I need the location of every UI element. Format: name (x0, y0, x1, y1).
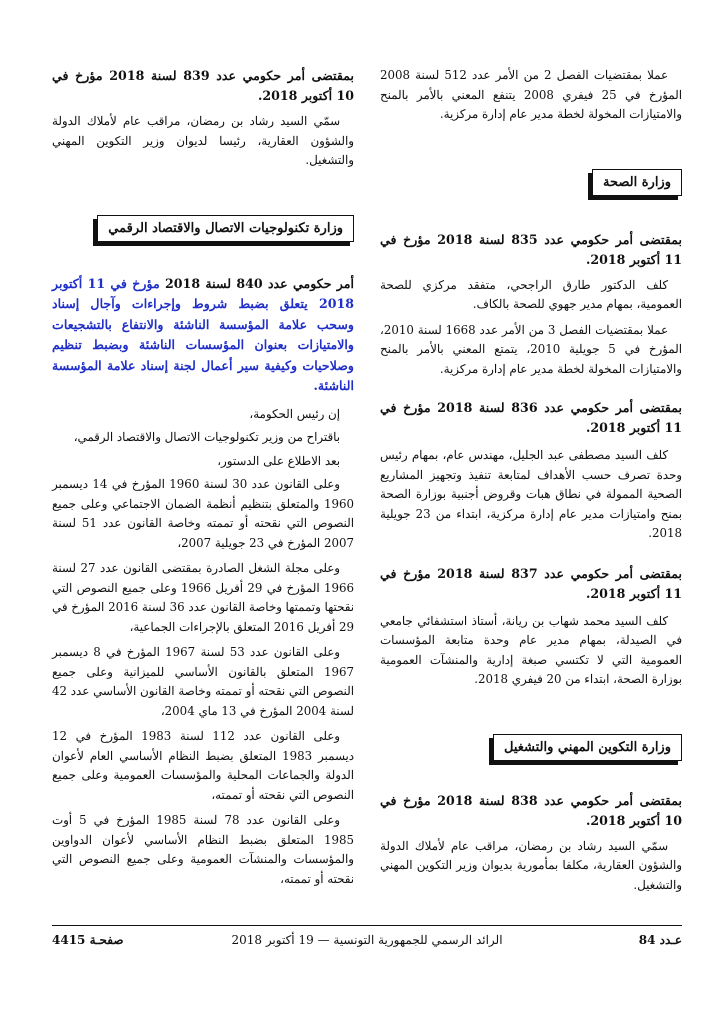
paragraph: وعلى القانون عدد 53 لسنة 1967 المؤرخ في 8 ديسمبر 1967 المتعلق بالقانون الأساسي للميزانية وعلى جميع النصوص التي نقحته أو تممته وخاصة القانون الأساسي عدد 42 لسنة 2004 المؤرخ في 13 ماي 2004، (52, 645, 354, 718)
decree-839-heading: بمقتضى أمر حكومي عدد 839 لسنة 2018 مؤرخ في 10 أكتوبر 2018. (52, 68, 354, 103)
paragraph: وعلى القانون عدد 112 لسنة 1983 المؤرخ في 12 ديسمبر 1983 المتعلق بضبط النظام الأساسي العام لأعوان الدولة والجماعات المحلية والمؤسسات العمومية وعلى جميع النصوص التي نقحته أو تممته، (52, 729, 354, 802)
paragraph: بعد الاطلاع على الدستور، (217, 453, 340, 468)
paragraph: وعلى مجلة الشغل الصادرة بمقتضى القانون عدد 27 لسنة 1966 المؤرخ في 29 أفريل 1966 وعلى جميع النصوص التي نقحتها وتممتها وخاصة القانون عدد 36 لسنة 2016 المؤرخ في 29 أفريل 2016 المتعلق بالإجراءات الجماعية، (52, 561, 354, 634)
section-header-health: وزارة الصحة (592, 169, 682, 196)
paragraph: عملا بمقتضيات الفصل 2 من الأمر عدد 512 لسنة 2008 المؤرخ في 25 فيفري 2008 يتنفع المعني بالأمر بالمنح والامتيازات المخولة لخطة مدير عام إدارة مركزية. (380, 68, 682, 121)
footer-page-number: صفحـة 4415 (52, 933, 124, 947)
decree-835-heading: بمقتضى أمر حكومي عدد 835 لسنة 2018 مؤرخ في 11 أكتوبر 2018. (380, 231, 682, 267)
section-header-wrap (52, 215, 354, 242)
right-column (380, 66, 682, 895)
decree-836-heading: بمقتضى أمر حكومي عدد 836 لسنة 2018 مؤرخ في 11 أكتوبر 2018. (380, 400, 682, 435)
decree-840-title (52, 274, 354, 397)
section-header-wrap (380, 169, 682, 196)
page-footer (52, 933, 682, 953)
decree-837-heading: بمقتضى أمر حكومي عدد 837 لسنة 2018 مؤرخ في 11 أكتوبر 2018. (380, 565, 682, 601)
paragraph: كلف الدكتور طارق الراجحي، متفقد مركزي للصحة العمومية، بمهام مدير جهوي للصحة بالكاف. (380, 277, 682, 311)
decree-840-title-rest: مؤرخ في 11 أكتوبر 2018 يتعلق بضبط شروط وإجراءات وآجال إسناد وسحب علامة المؤسسة الناشئة والانتفاع بالتشجيعات والامتيازات بعنوان المؤسسات الناشئة وبضبط تنظيم وصلاحيات وكيفية سير أعمال لجنة إسناد علامة المؤسسة الناشئة. (52, 275, 354, 393)
section-header-tech: وزارة تكنولوجيات الاتصال والاقتصاد الرقمي (97, 215, 354, 242)
paragraph: كلف السيد مصطفى عبد الجليل، مهندس عام، بمهام رئيس وحدة تصرف حسب الأهداف لمتابعة تنفيذ وتجهيز المشاريع الصحية الممولة في نطاق هبات وقروض أجنبية بوزارة الصحة بمنح وامتيازات مدير عام إدارة مركزية، ابتداء من 23 جويلية 2018. (380, 448, 682, 540)
left-column (52, 66, 354, 889)
paragraph: سمّي السيد رشاد بن رمضان، مراقب عام لأملاك الدولة والشؤون العقارية، مكلفا بمأمورية بديوان وزير التكوين المهني والتشغيل. (380, 838, 682, 892)
paragraph: عملا بمقتضيات الفصل 3 من الأمر عدد 1668 لسنة 2010، المؤرخ في 5 جويلية 2010، يتمتع المعني بالأمر بالمنح والامتيازات المخولة لخطة مدير عام إدارة مركزية. (380, 322, 682, 376)
paragraph: كلف السيد محمد شهاب بن ريانة، أستاذ استشفائي جامعي في الصيدلة، بمهام مدير عام وحدة متابعة المؤسسات العمومية التي لا تكتسي صبغة إدارية والمنشآت العمومية بوزارة الصحة، ابتداء من 20 فيفري 2018. (380, 613, 682, 686)
footer-rule (52, 925, 682, 926)
decree-840-title-lead: أمر حكومي عدد 840 لسنة 2018 (165, 275, 354, 291)
paragraph: وعلى القانون عدد 30 لسنة 1960 المؤرخ في 14 ديسمبر 1960 والمتعلق بتنظيم أنظمة الضمان الاجتماعي وعلى جميع النصوص التي نقحته أو تممته وخاصة القانون عدد 51 لسنة 2007 المؤرخ في 23 جويلية 2007، (52, 477, 354, 550)
paragraph: وعلى القانون عدد 78 لسنة 1985 المؤرخ في 5 أوت 1985 المتعلق بضبط النظام الأساسي لأعوان الدواوين والمؤسسات والمنشآت العمومية وعلى جميع النصوص التي نقحته أو تممته، (52, 813, 354, 886)
paragraph: باقتراح من وزير تكنولوجيات الاتصال والاقتصاد الرقمي، (73, 430, 340, 444)
footer-journal: الرائد الرسمي للجمهورية التونسية — 19 أكتوبر 2018 (231, 933, 503, 947)
section-header-training: وزارة التكوين المهني والتشغيل (493, 734, 682, 761)
footer-issue: عـدد 84 (638, 933, 682, 947)
paragraph: إن رئيس الحكومة، (249, 406, 340, 421)
paragraph: سمّي السيد رشاد بن رمضان، مراقب عام لأملاك الدولة والشؤون العقارية، رئيسا لديوان وزير التكوين المهني والتشغيل. (52, 114, 354, 167)
decree-838-heading: بمقتضى أمر حكومي عدد 838 لسنة 2018 مؤرخ في 10 أكتوبر 2018. (380, 792, 682, 828)
section-header-wrap (380, 734, 682, 761)
